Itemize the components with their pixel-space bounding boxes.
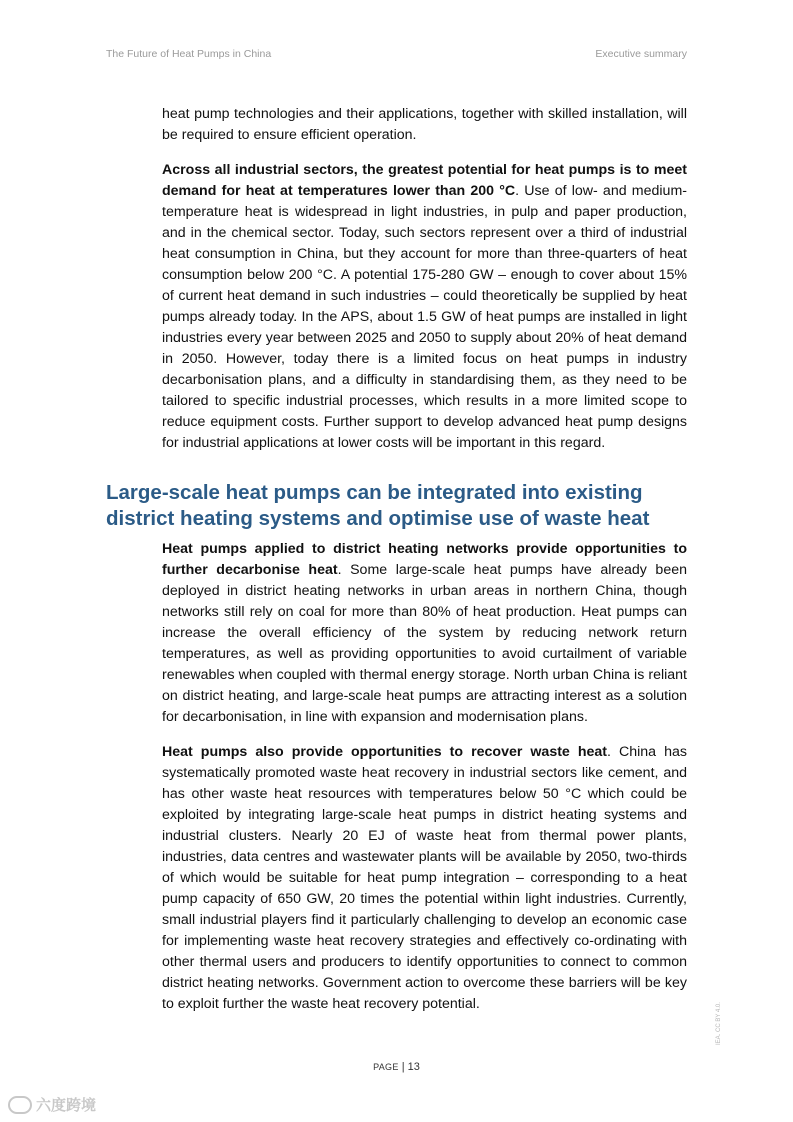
paragraph-text: . Some large-scale heat pumps have already been deployed in district heating networks in urban areas in northern China, though networks still rely on coal for more than 80% of heat production. Heat pumps can increase the overall efficiency of the system by reducing network return temperatures, as well as providing opportunities to avoid curtailment of variable renewables when coupled with thermal energy storage. North urban China is reliant on district heating, and large-scale heat pumps are attracting interest as a solution for decarbonisation, in line with expansion and modernisation plans.	[162, 562, 687, 725]
paragraph-district-heating	[162, 539, 687, 728]
running-header-title: The Future of Heat Pumps in China	[106, 48, 272, 60]
page-separator: |	[401, 1061, 405, 1073]
paragraph-continuation	[162, 104, 687, 146]
page-footer	[0, 1061, 793, 1073]
watermark	[8, 1094, 96, 1115]
page-number: 13	[407, 1061, 420, 1073]
paragraph-lead: Across all industrial sectors, the greatest potential for heat pumps is to meet demand for heat at temperatures lower than 200 °C	[162, 162, 687, 199]
paragraph-industrial-potential	[162, 160, 687, 454]
paragraph-lead: Heat pumps applied to district heating networks provide opportunities to further decarbonise heat	[162, 541, 687, 578]
paragraph-waste-heat	[162, 742, 687, 1015]
page-label: PAGE	[373, 1062, 399, 1072]
watermark-text: 六度跨境	[36, 1097, 97, 1114]
running-header-section: Executive summary	[595, 48, 687, 60]
paragraph-lead: Heat pumps also provide opportunities to recover waste heat	[162, 744, 608, 760]
section-heading: Large-scale heat pumps can be integrated into existing district heating systems and optimise use of waste heat	[106, 481, 650, 530]
paragraph-text: . Use of low- and medium-temperature heat is widespread in light industries, in pulp and paper production, and in the chemical sector. Today, such sectors represent over a third of industrial heat consumption in China, but they account for more than three-quarters of heat consumption below 200 °C. A potential 175-280 GW – enough to cover about 15% of current heat demand in such industries – could theoretically be supplied by heat pumps already today. In the APS, about 1.5 GW of heat pumps are installed in light industries every year between 2025 and 2050 to supply about 20% of heat demand in 2050. However, today there is a limited focus on heat pumps in industry decarbonisation plans, and a difficulty in standardising them, as they need to be tailored to specific industrial processes, which results in a more limited scope to reduce equipment costs. Further support to develop advanced heat pump designs for industrial applications at lower costs will be important in this regard.	[162, 183, 687, 451]
license-note: IEA. CC BY 4.0.	[716, 1002, 722, 1045]
paragraph-text: . China has systematically promoted waste heat recovery in industrial sectors like cement, and has other waste heat resources with temperatures below 50 °C which could be exploited by integrating large-scale heat pumps in district heating systems and industrial clusters. Nearly 20 EJ of waste heat from thermal power plants, industries, data centres and wastewater plants will be available by 2050, two-thirds of which would be suitable for heat pump integration – corresponding to a heat pump capacity of 650 GW, 20 times the potential within light industries. Currently, small industrial players find it particularly challenging to develop an economic case for implementing waste heat recovery strategies and effectively co-ordinating with other thermal users and producers to identify opportunities to connect to common district heating networks. Government action to overcome these barriers will be key to exploit further the waste heat recovery potential.	[162, 744, 687, 1012]
watermark-logo-icon	[8, 1096, 32, 1114]
paragraph-text: heat pump technologies and their applications, together with skilled installation, will be required to ensure efficient operation.	[162, 106, 687, 143]
